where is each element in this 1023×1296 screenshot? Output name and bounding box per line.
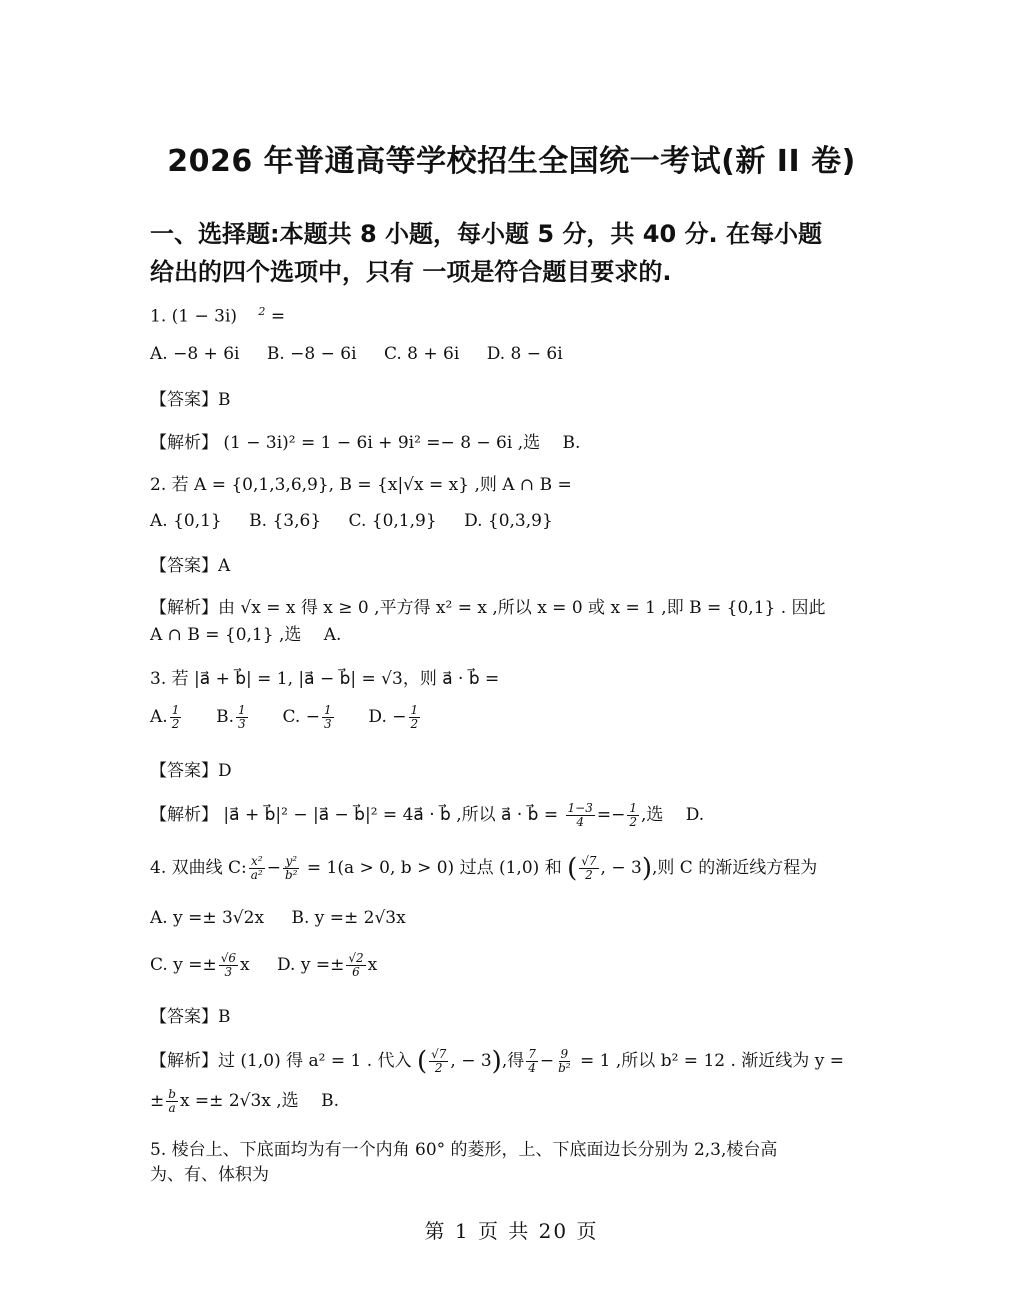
q4-analysis-line-2-fraction [166,1088,178,1115]
q4-stem-text-c: ,则 C 的渐近线方程为 [651,858,818,878]
q4-option-c-fraction [219,952,238,979]
q4-analysis-point-num: √7 [431,1047,447,1061]
q2-option-b[interactable]: B. {3,6} [249,511,322,531]
q4-stem-fraction-2 [283,855,300,882]
q4-analysis-fraction-2-num: 9 [560,1047,569,1061]
q3-analysis-tail: ,选 D. [640,805,705,825]
q4-option-b[interactable]: B. y =± 2√3x [291,908,406,928]
q3-option-d-fraction [409,704,421,731]
q3-option-d[interactable] [368,703,422,731]
q4-option-d-den: 6 [352,965,360,979]
q1-option-b[interactable]: B. −8 − 6i [266,344,357,364]
q4-stem-minus: − [266,858,281,878]
q4-analysis-paren-close: ) [491,1046,502,1077]
q4-analysis-fraction-2 [556,1048,573,1075]
q4-stem-fraction-1-num: x² [250,854,263,868]
q2-analysis-line-1: 【解析】由 √x = x 得 x ≥ 0 ,平方得 x² = x ,所以 x = 0 或 x = 1 ,即 B = {0,1} . 因此 [150,598,826,618]
q4-analysis-fraction-1-num: 7 [528,1047,536,1061]
q4-option-c-den: 3 [224,965,233,979]
q3-analysis-fraction-2 [627,802,639,829]
q3-option-a-num: 1 [171,703,180,717]
q4-options-row-2 [150,952,377,979]
q4-analysis-line-2-den: a [168,1101,176,1115]
q4-option-c[interactable] [150,951,250,979]
q4-analysis-text-c: = 1 ,所以 b² = 12 . 渐近线为 y = [580,1051,844,1071]
q1-stem-text: 1. (1 − 3i) [150,306,238,327]
q4-analysis-line-2 [150,1086,339,1115]
q3-option-b-label: B. [216,707,235,727]
q3-option-d-den: 2 [410,717,419,731]
q3-option-c-num: 1 [323,703,332,717]
q4-options-row-1 [150,908,406,928]
section-heading-line-1: 一、选择题:本题共 8 小题，每小题 5 分，共 40 分. 在每小题 [150,220,822,248]
q3-analysis-mid: =− [596,805,626,825]
q3-option-a[interactable] [150,703,189,731]
q4-stem-paren-open: ( [567,853,578,884]
section-heading-line-2: 给出的四个选项中，只有 一项是符合题目要求的. [150,258,672,286]
q4-analysis-line-2-pre: ± [150,1091,165,1111]
q4-analysis-point-den: 2 [434,1061,443,1075]
q4-stem-fraction-1-den: a² [250,868,263,882]
q4-stem-text-a: 4. 双曲线 C: [150,858,247,878]
q4-analysis-paren-open: ( [416,1046,428,1077]
q4-option-d-post: x [367,955,378,975]
q4-analysis-line-1 [150,1046,844,1077]
q1-answer: 【答案】B [150,390,231,410]
q1-options [150,344,563,364]
q4-stem-point-den: 2 [585,868,593,882]
q1-analysis: 【解析】 (1 − 3i)² = 1 − 6i + 9i² =− 8 − 6i ,选 B. [150,433,581,453]
q3-option-a-den: 2 [171,717,180,731]
q3-option-b-num: 1 [238,703,246,717]
q3-analysis-fraction-1 [566,802,595,829]
q2-analysis-line-2: A ∩ B = {0,1} ,选 A. [150,625,342,645]
q1-stem-tail: = [270,306,286,327]
q3-analysis [150,800,704,829]
q4-option-c-num: √6 [220,951,236,965]
q3-option-c-sign: − [305,707,320,727]
q4-analysis-point-fraction [429,1048,448,1075]
q1-option-d[interactable]: D. 8 − 6i [486,344,563,364]
q3-analysis-text: 【解析】 |a⃗ + b⃗|² − |a⃗ − b⃗|² = 4a⃗ · b⃗ ,所以 a⃗ · b⃗ = [150,805,559,825]
q3-option-c-label: C. [282,707,301,727]
q1-option-c[interactable]: C. 8 + 6i [383,344,460,364]
q4-option-d-num: √2 [348,951,364,965]
q4-stem [150,853,817,884]
q4-analysis-fraction-2-den: b² [558,1061,571,1075]
q4-analysis-fraction-1 [526,1048,538,1075]
q4-answer: 【答案】B [150,1007,231,1027]
q3-option-c[interactable] [282,703,342,731]
q3-stem: 3. 若 |a⃗ + b⃗| = 1, |a⃗ − b⃗| = √3，则 a⃗ · b⃗ = [150,669,500,689]
q3-options [150,704,422,731]
q3-option-d-num: 1 [410,703,419,717]
q3-option-b-den: 3 [238,717,246,731]
q4-stem-point-tail: , − 3 [600,858,642,878]
page-title: 2026 年普通高等学校招生全国统一考试(新 II 卷) [167,144,856,179]
q1-stem [150,305,285,327]
q4-analysis-fraction-1-den: 4 [528,1061,536,1075]
q4-option-d[interactable] [277,951,378,979]
q2-option-c[interactable]: C. {0,1,9} [348,511,437,531]
q4-analysis-line-2-num: b [168,1087,176,1101]
q3-option-d-label: D. [368,707,387,727]
q3-analysis-fraction-1-den: 4 [576,815,584,829]
q3-analysis-fraction-2-den: 2 [629,815,637,829]
section-heading [150,215,870,291]
q3-option-a-label: A. [150,707,168,727]
q4-stem-text-b: = 1(a > 0, b > 0) 过点 (1,0) 和 [306,858,562,878]
q5-stem-line-1: 5. 棱台上、下底面均为有一个内角 60° 的菱形，上、下底面边长分别为 2,3,棱台高 [150,1140,778,1160]
q2-option-a[interactable]: A. {0,1} [150,511,222,531]
q3-analysis-fraction-2-num: 1 [629,801,637,815]
q4-stem-fraction-2-num: y² [285,854,298,868]
q4-stem-point-fraction [579,855,598,882]
q4-option-c-pre: C. y =± [150,955,217,975]
q3-option-b-fraction [236,704,248,731]
q2-stem: 2. 若 A = {0,1,3,6,9}, B = {x|√x = x} ,则 A ∩ B = [150,475,572,495]
q3-option-a-fraction [170,704,182,731]
q4-stem-point-num: √7 [581,854,597,868]
q2-answer: 【答案】A [150,556,231,576]
q4-stem-paren-close: ) [641,853,652,884]
q3-option-b[interactable] [216,703,255,731]
q4-option-d-pre: D. y =± [277,955,345,975]
q3-option-d-sign: − [392,707,407,727]
page-footer: 第 1 页 共 20 页 [424,1219,599,1243]
q4-analysis-text-b: ,得 [501,1051,525,1071]
q4-stem-fraction-2-den: b² [284,868,298,882]
q2-options [150,511,553,531]
q3-analysis-fraction-1-num: 1−3 [567,801,593,815]
q3-answer: 【答案】D [150,761,232,781]
q4-analysis-line-2-post: x =± 2√3x ,选 B. [179,1091,339,1111]
q4-stem-fraction-1 [249,855,265,882]
q4-analysis-text-a: 【解析】过 (1,0) 得 a² = 1 . 代入 [150,1051,412,1071]
q4-option-a[interactable]: A. y =± 3√2x [150,908,265,928]
q4-analysis-point-tail: , − 3 [450,1051,492,1071]
q4-option-d-fraction [346,952,365,979]
q3-option-c-fraction [322,704,334,731]
q4-option-c-post: x [240,955,250,975]
q4-analysis-minus: − [539,1051,555,1071]
q5-stem-line-2: 为、有、体积为 [150,1165,269,1185]
q1-stem-exponent: 2 [258,305,266,318]
q1-option-a[interactable]: A. −8 + 6i [150,344,240,364]
q2-option-d[interactable]: D. {0,3,9} [464,511,553,531]
q3-option-c-den: 3 [323,717,332,731]
